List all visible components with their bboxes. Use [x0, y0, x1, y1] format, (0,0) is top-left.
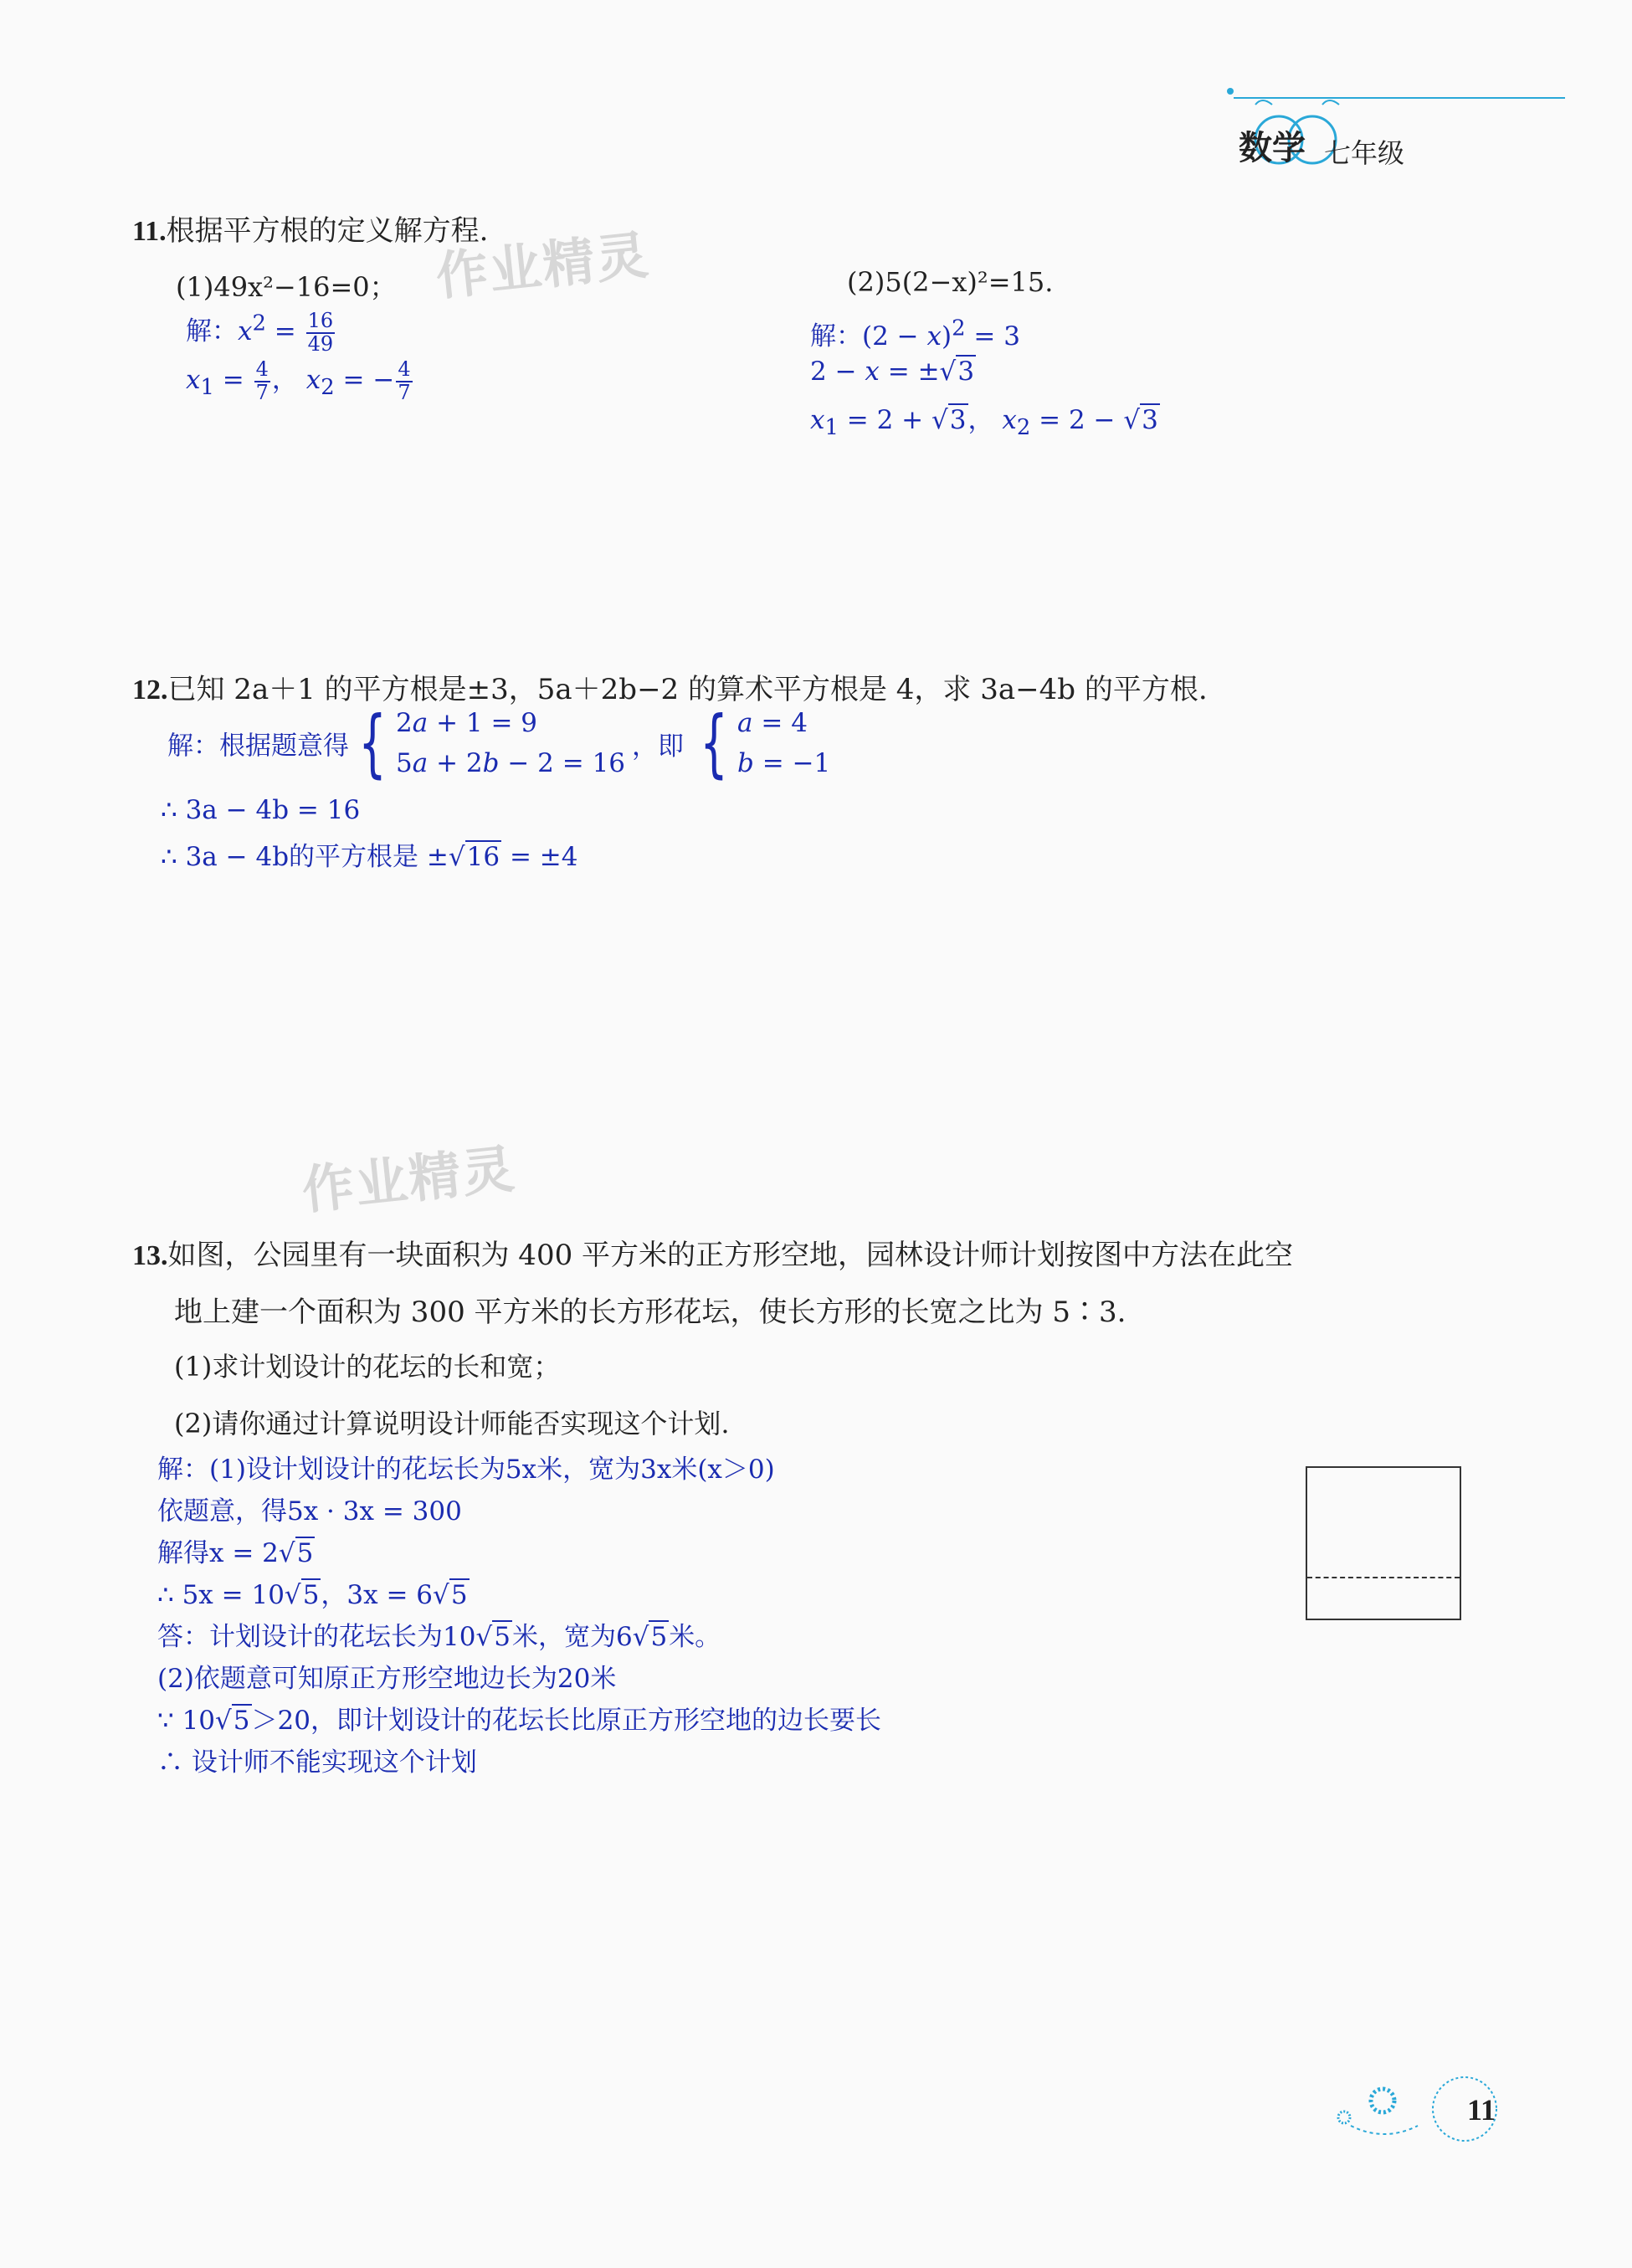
question-text: 如图，公园里有一块面积为 400 平方米的正方形空地，园林设计师计划按图中方法在此空 — [167, 1239, 1294, 1272]
question-number: 11. — [132, 216, 167, 247]
answer-13-line-2: 依题意，得5x · 3x = 300 — [157, 1496, 462, 1527]
header-grade: 七年级 — [1324, 137, 1405, 169]
answer-11-2-line-2: 2 − x = ±√3 — [810, 357, 975, 387]
page-number: 11 — [1466, 2093, 1496, 2127]
question-13-line-1 — [132, 1232, 1293, 1273]
question-text: 根据平方根的定义解方程. — [166, 214, 489, 248]
answer-13-line-6: (2)依题意可知原正方形空地边长为20米 — [157, 1664, 617, 1694]
answer-13-line-5: 答：计划设计的花坛长为10√5米，宽为6√5米。 — [157, 1622, 721, 1652]
watermark: 作业精灵 — [433, 223, 653, 308]
question-number: 12. — [132, 675, 168, 706]
question-11 — [132, 208, 488, 249]
answer-12-line-2: ∴ 3a − 4b的平方根是 ±√16 = ±4 — [161, 842, 578, 872]
answer-13-line-3: 解得x = 2√5 — [157, 1538, 314, 1568]
answer-11-1-line-1: 解：$x^2$ = $\frac{16}{49}$ — [186, 309, 334, 356]
question-13-sub-1: (1)求计划设计的花坛的长和宽； — [174, 1351, 561, 1383]
question-11-part-2: (2)5(2−x)²=15. — [847, 266, 1054, 298]
answer-12-system: 解：根据题意得 { 2a + 1 = 9 5a + 2b − 2 = 16 ，即 { a = 4 b = −1 — [167, 700, 831, 787]
question-number: 13. — [132, 1240, 168, 1271]
header-subject: 数学 — [1239, 129, 1306, 167]
flowerbed-boundary-line — [1307, 1577, 1460, 1578]
answer-12-line-1: ∴ 3a − 4b = 16 — [161, 795, 361, 825]
question-13-sub-2: (2)请你通过计算说明设计师能否实现这个计划. — [174, 1408, 730, 1439]
question-11-part-1: (1)49x²−16=0； — [176, 271, 397, 303]
watermark: 作业精灵 — [299, 1137, 519, 1222]
answer-11-1-line-2: $x_1$ = $\frac{4}{7}$ ， $x_2$ = − $\frac{4}{7}$ — [186, 357, 411, 404]
square-figure — [1306, 1466, 1461, 1620]
question-13-line-2: 地上建一个面积为 300 平方米的长方形花坛，使长方形的长宽之比为 5∶3. — [174, 1296, 1126, 1329]
question-text: 已知 2a＋1 的平方根是±3，5a＋2b−2 的算术平方根是 4，求 3a−4b 的平方根. — [167, 673, 1208, 706]
question-12 — [132, 666, 1208, 707]
answer-13-line-4: ∴ 5x = 10√5，3x = 6√5 — [157, 1580, 468, 1610]
answer-11-2-line-1: 解：$(2 - x)^2 = 3$ — [810, 316, 1020, 351]
answer-11-2-line-3: $x_1 = 2 + √3$， $x_2 = 2 - √3$ — [810, 405, 1158, 441]
answer-13-line-7: ∵ 10√5＞20，即计划设计的花坛长比原正方形空地的边长要长 — [157, 1706, 881, 1736]
answer-13-line-8: ∴ 设计师不能实现这个计划 — [157, 1747, 477, 1778]
answer-13-line-1: 解：(1)设计划设计的花坛长为5x米，宽为3x米(x＞0) — [157, 1455, 775, 1485]
